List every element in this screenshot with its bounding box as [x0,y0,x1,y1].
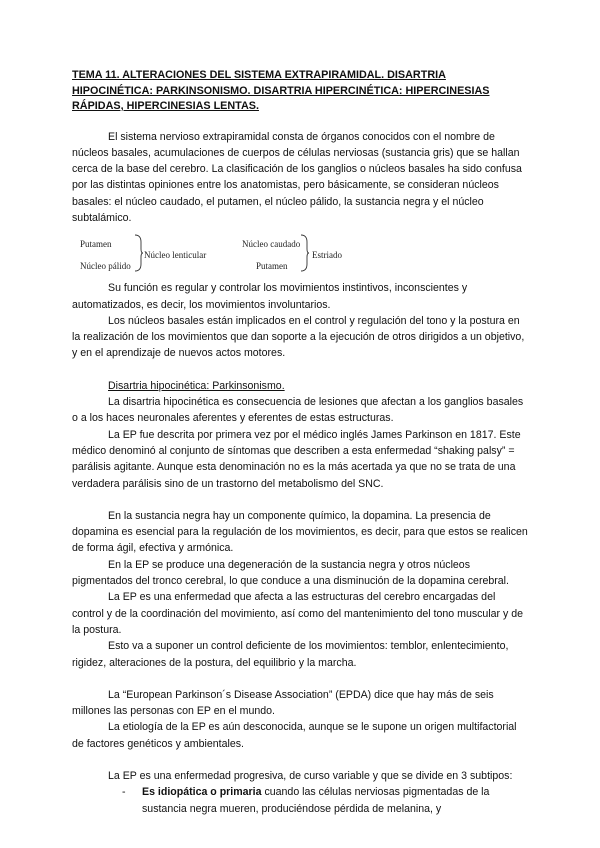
document-page [72,68,528,817]
bullet-text [142,784,528,817]
enfermedad-paragraph: La EP es una enfermedad que afecta a las estructuras del cerebro encargadas del control y de la coordinación del movimiento, así como del mantenimiento del tono muscular y de la postura. [72,591,524,636]
disartria-paragraph: La disartria hipocinética es consecuencia de lesiones que afectan a los ganglios basales o a los haces neuronales aferentes y eferentes de estas estructuras. [72,396,524,425]
bullet-bold-text: Es idiopática o primaria [142,786,262,799]
section-heading: Disartria hipocinética: Parkinsonismo. [108,379,285,392]
nuclei-paragraph: Los núcleos basales están implicados en el control y regulación del tono y la postura en la realización de los movimientos que dan soporte a la ejecución de otros dirigidos a un objetivo, y en el aprendizaje de nuevos actos motores. [72,314,525,360]
document-title: TEMA 11. ALTERACIONES DEL SISTEMA EXTRAPIRAMIDAL. DISARTRIA HIPOCINÉTICA: PARKINSONISMO. DISARTRIA HIPERCINÉTICA: HIPERCINESIAS RÁPIDAS, HIPERCINESIAS LENTAS. [72,69,490,112]
diagram-label-nucleo-caudado: Núcleo caudado [242,239,301,250]
control-paragraph: Esto va a suponer un control deficiente de los movimientos: temblor, enlentecimiento, rigidez, alteraciones de la postura, del equilibrio y la marcha. [72,640,509,669]
epda-paragraph: La “European Parkinson´s Disease Association” (EPDA) dice que hay más de seis millones las personas con EP en el mundo. [72,688,494,718]
ep-description-paragraph: La EP fue descrita por primera vez por el médico inglés James Parkinson en 1817. Este médico denominó al conjunto de síntomas que describen a esta enfermedad “shaking palsy” = parálisis agitante. Aunque esta denominación no es la más acertada ya que no se trata de una verdadera parálisis sino de un trastorno del metabolismo del SNC. [72,428,521,490]
progresiva-paragraph: La EP es una enfermedad progresiva, de curso variable y que se divide en 3 subtipos: [108,770,513,782]
function-paragraph: Su función es regular y controlar los movimientos instintivos, inconscientes y automatizados, es decir, los movimientos involuntarios. [72,282,468,311]
etiologia-paragraph: La etiología de la EP es aún desconocida, aunque se le supone un origen multifactorial de factores genéticos y ambientales. [72,721,517,750]
diagram-group-nucleo-lenticular: Núcleo lenticular [144,250,207,261]
bullet-rest-text: cuando las células nerviosas pigmentadas de la sustancia negra mueren, produciéndose pérdida de melanina, y [142,786,490,815]
diagram-label-nucleo-palido: Núcleo pálido [80,261,131,272]
basal-ganglia-diagram [72,234,528,274]
diagram-label-putamen-right: Putamen [256,261,288,272]
diagram-label-putamen-left: Putamen [80,239,112,250]
intro-paragraph: El sistema nervioso extrapiramidal consta de órganos conocidos con el nombre de núcleos basales, acumulaciones de cuerpos de células nerviosas (sustancia gris) que se hallan cerca de la base del cerebro. La clasificación de los ganglios o núcleos basales ha sido confusa por las distintas opiniones entre los anatomistas, pero básicamente, se consideran núcleos basales: el núcleo caudado, el putamen, el núcleo pálido, la sustancia negra y el núcleo subtalámico. [72,130,522,224]
degeneracion-paragraph: En la EP se produce una degeneración de la sustancia negra y otros núcleos pigmentados del tronco cerebral, lo que conduce a una disminución de la dopamina cerebral. [72,558,509,588]
right-brace-icon [300,234,310,272]
bullet-dash: - [122,786,126,799]
diagram-group-estriado: Estriado [312,250,342,261]
dopamina-paragraph: En la sustancia negra hay un componente químico, la dopamina. La presencia de dopamina es esencial para la regulación de los movimientos, es decir, para que estos se realicen de forma ágil, efectiva y armónica. [72,509,528,555]
list-item [122,784,528,817]
left-brace-icon [134,234,144,272]
